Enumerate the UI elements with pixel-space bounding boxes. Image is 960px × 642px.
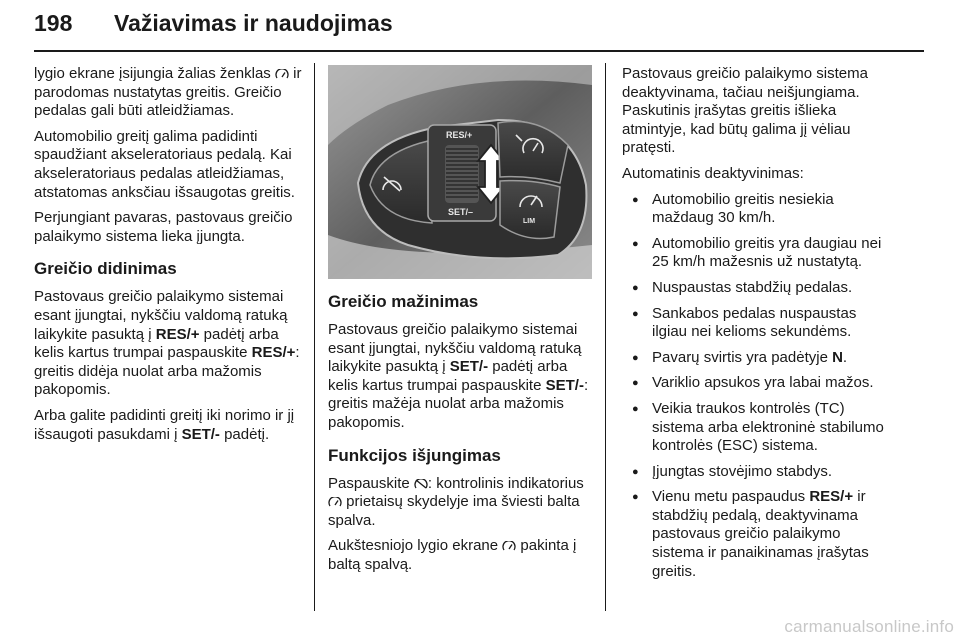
paragraph: Pastovaus greičio palaikymo sistemai esant įjungtai, nykščiu valdomą ratuką laikykite pasuktą į SET/- padėtį arba kelis kartus trumpai paspauskite SET/-: greitis mažėja nuolat arba mažomis pakopomis. xyxy=(328,321,589,431)
list-item: ● Vienu metu paspaudus RES/+ ir stabdžių pedalą, deaktyvinama pastovaus greičio palaikymo sistema ir panaikinamas įrašytas greitis. xyxy=(622,488,888,581)
paragraph: Pastovaus greičio palaikymo sistemai esant įjungtai, nykščiu valdomą ratuką laikykite pasuktą į RES/+ padėtį arba kelis kartus trumpai paspauskite RES/+: greitis didėja nuolat arba mažomis pakopomis. xyxy=(34,288,300,399)
deactivation-list xyxy=(622,191,888,582)
paragraph: Automatinis deaktyvinimas: xyxy=(622,164,804,182)
list-item: ● Automobilio greitis nesiekia maždaug 30 km/h. xyxy=(622,191,888,228)
page-header xyxy=(34,2,924,42)
list-item: ● Automobilio greitis yra daugiau nei 25 km/h mažesnis už nustatytą. xyxy=(622,235,888,272)
steering-wheel-illustration xyxy=(328,65,592,279)
column-1 xyxy=(34,65,306,451)
paragraph: Aukštesniojo lygio ekrane pakinta į baltą spalvą. xyxy=(328,537,577,573)
column-divider-2 xyxy=(605,63,606,611)
cruise-cancel-icon xyxy=(414,479,428,489)
paragraph: Paspauskite : kontrolinis indikatorius prietaisų skydelyje ima šviesti balta spalva. xyxy=(328,474,584,529)
cruise-control-icon xyxy=(328,497,342,507)
paragraph: Automobilio greitį galima padidinti spaudžiant akseleratoriaus pedalą. Kai akseleratoriaus pedalas atleidžiamas, atstatomas anksčiau išsaugotas greitis. xyxy=(34,127,295,201)
list-item: ● Variklio apsukos yra labai mažos. xyxy=(622,374,888,393)
list-item: ● Veikia traukos kontrolės (TC) sistema arba elektroninė stabilumo kontrolės (ESC) sistema. xyxy=(622,400,888,456)
list-item: ● Pavarų svirtis yra padėtyje N. xyxy=(622,349,888,368)
set-label: SET/– xyxy=(448,207,474,217)
paragraph: lygio ekrane įsijungia žalias ženklas ir parodomas nustatytas greitis. Greičio pedalas gali būti atleidžiamas. xyxy=(34,65,302,120)
paragraph: Pastovaus greičio palaikymo sistema deaktyvinama, tačiau neišjungiama. Paskutinis įrašytas greitis išlieka atmintyje, kad būtų galima jį vėliau pratęsti. xyxy=(622,65,868,157)
lim-label: LIM xyxy=(523,218,536,225)
section-heading-decrease: Greičio mažinimas xyxy=(328,292,479,311)
cruise-control-icon xyxy=(502,541,516,551)
page-number: 198 xyxy=(34,10,73,36)
thumbwheel xyxy=(445,145,479,203)
steering-wheel-controls-figure xyxy=(328,65,592,279)
section-heading-increase: Greičio didinimas xyxy=(34,259,177,279)
column-2 xyxy=(328,65,592,582)
list-item: ● Nuspaustas stabdžių pedalas. xyxy=(622,279,888,298)
column-3 xyxy=(622,65,888,588)
res-label: RES/+ xyxy=(446,130,473,140)
paragraph: Perjungiant pavaras, pastovaus greičio palaikymo sistema lieka įjungta. xyxy=(34,209,293,245)
chapter-title: Važiavimas ir naudojimas xyxy=(114,10,393,36)
cruise-control-icon xyxy=(275,69,289,79)
paragraph: Arba galite padidinti greitį iki norimo ir jį išsaugoti pasukdami į SET/- padėtį. xyxy=(34,406,295,443)
watermark: carmanualsonline.info xyxy=(784,617,954,636)
list-item: ● Sankabos pedalas nuspaustas ilgiau nei kelioms sekundėms. xyxy=(622,305,888,342)
header-rule xyxy=(34,50,924,52)
column-divider-1 xyxy=(314,63,315,611)
list-item: ● Įjungtas stovėjimo stabdys. xyxy=(622,463,888,482)
section-heading-off: Funkcijos išjungimas xyxy=(328,445,501,465)
